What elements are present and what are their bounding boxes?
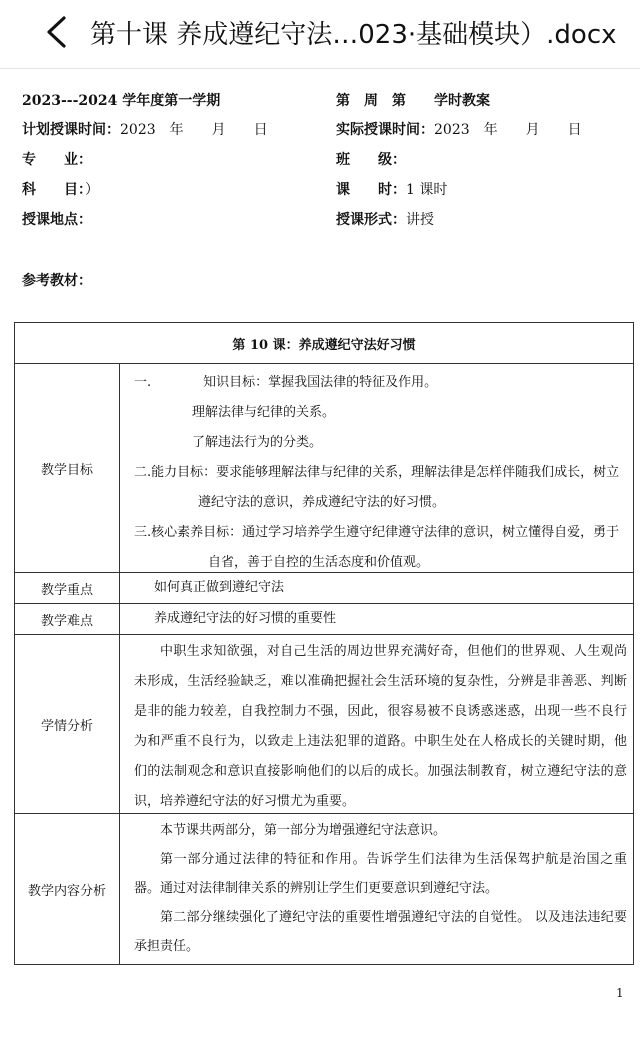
difficulty-label: 教学难点 bbox=[15, 604, 120, 634]
actual-time bbox=[336, 121, 582, 139]
content-paragraph-3: 第二部分继续强化了遵纪守法的重要性增强遵纪守法的自觉性。 以及违法违纪要承担责任。 bbox=[134, 910, 627, 954]
table-row-analysis bbox=[15, 634, 633, 813]
goal-line-7: 自省，善于自控的生活态度和价值观。 bbox=[208, 555, 430, 570]
actual-time-label: 实际授课时间： bbox=[336, 122, 434, 138]
goal-line-2: 理解法律与纪律的关系。 bbox=[192, 405, 336, 420]
major-label: 专 业： bbox=[22, 152, 92, 168]
table-row-key bbox=[15, 572, 633, 603]
goals-cell bbox=[120, 364, 633, 572]
plan-time bbox=[22, 121, 268, 139]
page-number: 1 bbox=[616, 986, 624, 1000]
goal-line-3: 了解违法行为的分类。 bbox=[192, 435, 323, 450]
form-value: 讲授 bbox=[406, 212, 434, 228]
subject-label: 科 目： bbox=[22, 182, 85, 198]
reference-label: 参考教材： bbox=[22, 273, 92, 289]
hours bbox=[336, 181, 447, 199]
class-label: 班 级： bbox=[336, 152, 406, 168]
goal-line-1 bbox=[134, 368, 627, 398]
back-button[interactable] bbox=[36, 12, 76, 52]
goal-line-6: 三.核心素养目标：通过学习培养学生遵守纪律遵守法律的意识，树立懂得自爱，勇于 bbox=[134, 525, 620, 540]
goal-line-4: 二.能力目标：要求能够理解法律与纪律的关系，理解法律是怎样伴随我们成长，树立 bbox=[134, 465, 620, 480]
subject-value: ） bbox=[85, 182, 99, 198]
goal-line-5: 遵纪守法的意识，养成遵纪守法的好习惯。 bbox=[198, 495, 446, 510]
key-text: 如何真正做到遵纪守法 bbox=[154, 580, 285, 595]
content-paragraph-2: 第一部分通过法律的特征和作用。告诉学生们法律为生活保驾护航是治国之重器。通过对法律制律关系的辨别让学生们更要意识到遵纪守法。 bbox=[134, 852, 627, 896]
goal-1-number: 一. bbox=[134, 375, 152, 390]
content-paragraph-1: 本节课共两部分，第一部分为增强遵纪守法意识。 bbox=[160, 823, 447, 838]
subject bbox=[22, 181, 99, 199]
plan-time-label: 计划授课时间： bbox=[22, 122, 120, 138]
analysis-label: 学情分析 bbox=[15, 635, 120, 813]
table-row-goals bbox=[15, 363, 633, 572]
week-label: 第 周 第 学时教案 bbox=[336, 93, 490, 109]
table-row-difficulty bbox=[15, 603, 633, 634]
hours-value: 1 课时 bbox=[406, 182, 448, 198]
top-bar bbox=[0, 0, 640, 69]
analysis-text: 中职生求知欲强，对自己生活的周边世界充满好奇，但他们的世界观、人生观尚未形成，生活经验缺乏，难以准确把握社会生活环境的复杂性，分辨是非善恶、判断是非的能力较差，自我控制力不强，因此，很容易被不良诱惑迷惑，出现一些不良行为和严重不良行为，以致走上违法犯罪的道路。中职生处在人格成长的关键时期，他们的法制观念和意识直接影响他们的以后的成长。加强法制教育，树立遵纪守法的意识，培养遵纪守法的好习惯尤为重要。 bbox=[134, 644, 627, 809]
goal-1-text: 知识目标：掌握我国法律的特征及作用。 bbox=[203, 375, 438, 390]
table-row-content bbox=[15, 813, 633, 964]
document-title: 第十课 养成遵纪守法…023·基础模块）.docx bbox=[90, 20, 617, 50]
table-title: 第 10 课：养成遵纪守法好习惯 bbox=[232, 337, 416, 353]
difficulty-text: 养成遵纪守法的好习惯的重要性 bbox=[154, 611, 337, 626]
chevron-left-icon bbox=[44, 15, 68, 49]
content-label: 教学内容分析 bbox=[15, 814, 120, 964]
term-label: 2023---2024 学年度第一学期 bbox=[22, 93, 221, 109]
lesson-plan-table bbox=[14, 322, 634, 965]
goals-label: 教学目标 bbox=[15, 364, 120, 572]
table-title-row bbox=[15, 323, 633, 363]
actual-time-value: 2023 年 月 日 bbox=[434, 122, 582, 138]
plan-time-value: 2023 年 月 日 bbox=[120, 122, 268, 138]
place-label: 授课地点： bbox=[22, 212, 92, 228]
analysis-cell bbox=[120, 635, 633, 813]
hours-label: 课 时： bbox=[336, 182, 406, 198]
key-label: 教学重点 bbox=[15, 573, 120, 603]
content-cell bbox=[120, 814, 633, 964]
form-label: 授课形式： bbox=[336, 212, 406, 228]
form bbox=[336, 211, 434, 229]
